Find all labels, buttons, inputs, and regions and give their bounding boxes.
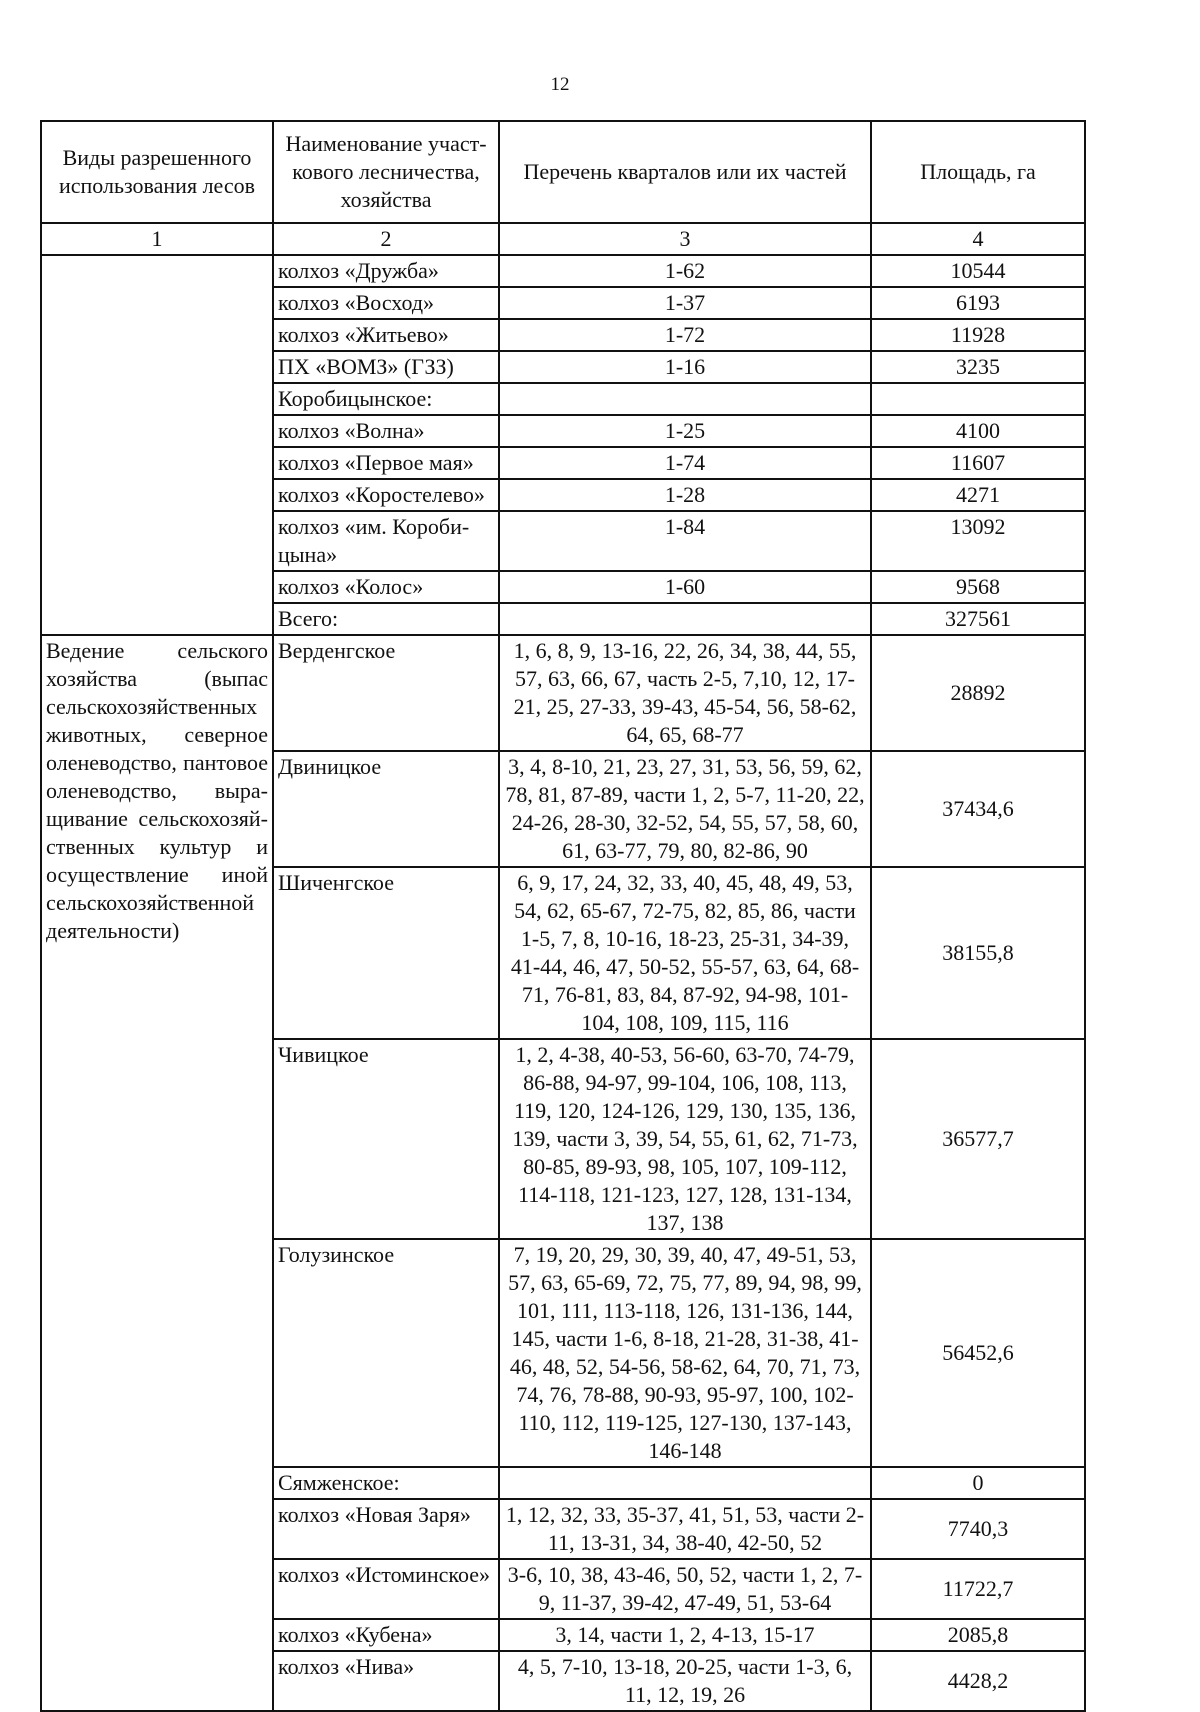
quarters-cell: 4, 5, 7-10, 13-18, 20-25, части 1-3, 6, 11, 12, 19, 26 — [499, 1651, 871, 1711]
area-cell: 13092 — [871, 511, 1085, 571]
quarters-cell: 1, 12, 32, 33, 35-37, 41, 51, 53, части 2-11, 13-31, 34, 38-40, 42-50, 52 — [499, 1499, 871, 1559]
forestry-name: Всего: — [273, 603, 499, 635]
forestry-name: колхоз «Дружба» — [273, 255, 499, 287]
quarters-cell — [499, 383, 871, 415]
quarters-cell: 1-28 — [499, 479, 871, 511]
area-cell: 2085,8 — [871, 1619, 1085, 1651]
forestry-name: Шиченгское — [273, 867, 499, 1039]
forestry-name: колхоз «им. Короби-цына» — [273, 511, 499, 571]
quarters-cell: 7, 19, 20, 29, 30, 39, 40, 47, 49-51, 53, 57, 63, 65-69, 72, 75, 77, 89, 94, 98, 99, 101, 111, 113-118, 126, 131-136, 144, 145, части 1-6, 8-18, 21-28, 31-38, 41-46, 48, 52, 54-56, 58-62, 64, 70, 71, 73, 74, 76, 78-88, 90-93, 95-97, 100, 102-110, 112, 119-125, 127-130, 137-143, 146-148 — [499, 1239, 871, 1467]
quarters-cell: 3, 4, 8-10, 21, 23, 27, 31, 53, 56, 59, 62, 78, 81, 87-89, части 1, 2, 5-7, 11-20, 22, 24-26, 28-30, 32-52, 54, 55, 57, 58, 60, 61, 63-77, 79, 80, 82-86, 90 — [499, 751, 871, 867]
quarters-cell: 1-25 — [499, 415, 871, 447]
forestry-name: ПХ «ВОМЗ» (ГЗЗ) — [273, 351, 499, 383]
forestry-name: колхоз «Кубена» — [273, 1619, 499, 1651]
forestry-name: Сямженское: — [273, 1467, 499, 1499]
header-area: Площадь, га — [871, 121, 1085, 223]
forestry-name: колхоз «Волна» — [273, 415, 499, 447]
forestry-name: колхоз «Житьево» — [273, 319, 499, 351]
quarters-cell: 1-84 — [499, 511, 871, 571]
area-cell: 36577,7 — [871, 1039, 1085, 1239]
area-cell: 28892 — [871, 635, 1085, 751]
area-cell: 0 — [871, 1467, 1085, 1499]
forestry-name: Двиницкое — [273, 751, 499, 867]
area-cell: 38155,8 — [871, 867, 1085, 1039]
area-cell: 10544 — [871, 255, 1085, 287]
header-forestry-name: Наименование участ-кового лесничества, хозяйства — [273, 121, 499, 223]
area-cell: 11928 — [871, 319, 1085, 351]
forestry-name: колхоз «Новая Заря» — [273, 1499, 499, 1559]
forestry-name: колхоз «Первое мая» — [273, 447, 499, 479]
forestry-name: колхоз «Коростелево» — [273, 479, 499, 511]
quarters-cell: 6, 9, 17, 24, 32, 33, 40, 45, 48, 49, 53, 54, 62, 65-67, 72-75, 82, 85, 86, части 1-5, 7, 8, 10-16, 18-23, 25-31, 34-39, 41-44, 46, 47, 50-52, 55-57, 63, 64, 68-71, 76-81, 83, 84, 87-92, 94-98, 101-104, 108, 109, 115, 116 — [499, 867, 871, 1039]
header-usage-type: Виды разрешенного использования лесов — [41, 121, 273, 223]
area-cell: 3235 — [871, 351, 1085, 383]
quarters-cell — [499, 1467, 871, 1499]
column-number: 4 — [871, 223, 1085, 255]
table-row — [41, 255, 1085, 287]
area-cell: 4271 — [871, 479, 1085, 511]
area-cell: 327561 — [871, 603, 1085, 635]
forestry-name: колхоз «Колос» — [273, 571, 499, 603]
area-cell — [871, 383, 1085, 415]
column-number: 3 — [499, 223, 871, 255]
column-number: 2 — [273, 223, 499, 255]
quarters-cell: 1, 2, 4-38, 40-53, 56-60, 63-70, 74-79, 86-88, 94-97, 99-104, 106, 108, 113, 119, 120, 124-126, 129, 130, 135, 136, 139, части 3, 39, 54, 55, 61, 62, 71-73, 80-85, 89-93, 98, 105, 107, 109-112, 114-118, 121-123, 127, 128, 131-134, 137, 138 — [499, 1039, 871, 1239]
header-row — [41, 121, 1085, 223]
usage-type-cell: Ведение сельского хозяйства (выпас сельскохозяйственных животных, северное оленеводство, пантовое оленеводство, выра-щивание сельскохозяй-ственных культур и осуществление иной сельскохозяйственной деятельности) — [41, 635, 273, 1711]
quarters-cell: 3, 14, части 1, 2, 4-13, 15-17 — [499, 1619, 871, 1651]
quarters-cell: 1, 6, 8, 9, 13-16, 22, 26, 34, 38, 44, 55, 57, 63, 66, 67, часть 2-5, 7,10, 12, 17-21, 25, 27-33, 39-43, 45-54, 56, 58-62, 64, 65, 68-77 — [499, 635, 871, 751]
quarters-cell: 1-16 — [499, 351, 871, 383]
forestry-name: Верденгское — [273, 635, 499, 751]
area-cell: 7740,3 — [871, 1499, 1085, 1559]
forestry-name: Чивицкое — [273, 1039, 499, 1239]
area-cell: 37434,6 — [871, 751, 1085, 867]
quarters-cell: 1-60 — [499, 571, 871, 603]
area-cell: 9568 — [871, 571, 1085, 603]
forestry-name: колхоз «Истоминское» — [273, 1559, 499, 1619]
area-cell: 4100 — [871, 415, 1085, 447]
quarters-cell: 1-72 — [499, 319, 871, 351]
table-row — [41, 635, 1085, 751]
header-quarters-list: Перечень кварталов или их частей — [499, 121, 871, 223]
quarters-cell: 1-74 — [499, 447, 871, 479]
forestry-name: колхоз «Восход» — [273, 287, 499, 319]
area-cell: 6193 — [871, 287, 1085, 319]
forestry-name: Коробицынское: — [273, 383, 499, 415]
quarters-cell: 1-62 — [499, 255, 871, 287]
area-cell: 11722,7 — [871, 1559, 1085, 1619]
forestry-name: Голузинское — [273, 1239, 499, 1467]
area-cell: 56452,6 — [871, 1239, 1085, 1467]
area-cell: 4428,2 — [871, 1651, 1085, 1711]
quarters-cell: 3-6, 10, 38, 43-46, 50, 52, части 1, 2, 7-9, 11-37, 39-42, 47-49, 51, 53-64 — [499, 1559, 871, 1619]
usage-type-empty-cell — [41, 255, 273, 635]
forest-usage-table — [40, 120, 1086, 1712]
quarters-cell — [499, 603, 871, 635]
forestry-name: колхоз «Нива» — [273, 1651, 499, 1711]
page-number: 12 — [550, 74, 570, 95]
column-number-row — [41, 223, 1085, 255]
quarters-cell: 1-37 — [499, 287, 871, 319]
column-number: 1 — [41, 223, 273, 255]
area-cell: 11607 — [871, 447, 1085, 479]
